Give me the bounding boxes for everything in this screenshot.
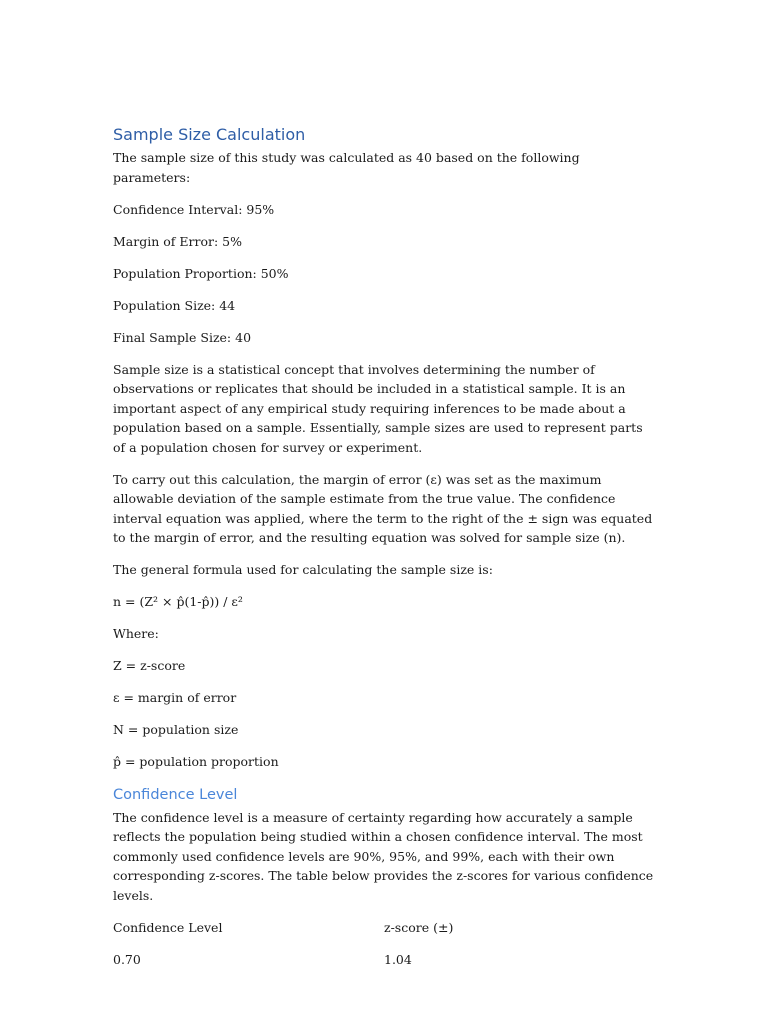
where-label: Where: bbox=[113, 626, 159, 641]
param-margin-of-error: Margin of Error: 5% bbox=[113, 233, 242, 249]
table-cell-z-score: 1.04 bbox=[384, 951, 412, 967]
definition-epsilon: ε = margin of error bbox=[113, 690, 237, 705]
table-header-z-score: z-score (±) bbox=[384, 919, 454, 935]
confidence-level-paragraph: The confidence level is a measure of certainty regarding how accurately a sample reflects the population being studied within a chosen confidence interval. The most commonly used confidence levels are 90%, 95%, and 99%, each with their own corresponding z-scores. The table below provides the z-scores for various confidence levels. bbox=[113, 809, 654, 903]
table-header-confidence-level: Confidence Level bbox=[113, 919, 223, 935]
section-title-confidence-level: Confidence Level bbox=[113, 786, 238, 803]
formula: n = (Z² × p̂(1-p̂)) / ε² bbox=[113, 594, 243, 609]
formula-intro: The general formula used for calculating the sample size is: bbox=[113, 562, 493, 577]
definition-p-hat: p̂ = population proportion bbox=[113, 754, 279, 769]
table-row bbox=[113, 950, 658, 970]
table-cell-confidence: 0.70 bbox=[113, 951, 141, 967]
definition-z: Z = z-score bbox=[113, 658, 186, 673]
param-final-sample-size: Final Sample Size: 40 bbox=[113, 329, 252, 345]
paragraph-margin-of-error: To carry out this calculation, the margin of error (ε) was set as the maximum allowable deviation of the sample estimate from the true value. The confidence interval equation was applied, where the term to the right of the ± sign was equated to the margin of error, and the resulting equation was solved for sample size (n). bbox=[113, 471, 653, 545]
param-population-proportion: Population Proportion: 50% bbox=[113, 265, 289, 281]
param-confidence-interval: Confidence Interval: 95% bbox=[113, 201, 275, 217]
intro-paragraph: The sample size of this study was calculated as 40 based on the following parameters: bbox=[113, 150, 580, 185]
table-header-row bbox=[113, 918, 658, 938]
definition-n: N = population size bbox=[113, 722, 239, 737]
paragraph-sample-size-definition: Sample size is a statistical concept that involves determining the number of observations or replicates that should be included in a statistical sample. It is an important aspect of any empirical study requiring inferences to be made about a population based on a sample. Essentially, sample sizes are used to represent parts of a population chosen for survey or experiment. bbox=[113, 361, 643, 455]
document-page bbox=[113, 124, 658, 969]
section-title-sample-size: Sample Size Calculation bbox=[113, 125, 306, 144]
param-population-size: Population Size: 44 bbox=[113, 297, 236, 313]
